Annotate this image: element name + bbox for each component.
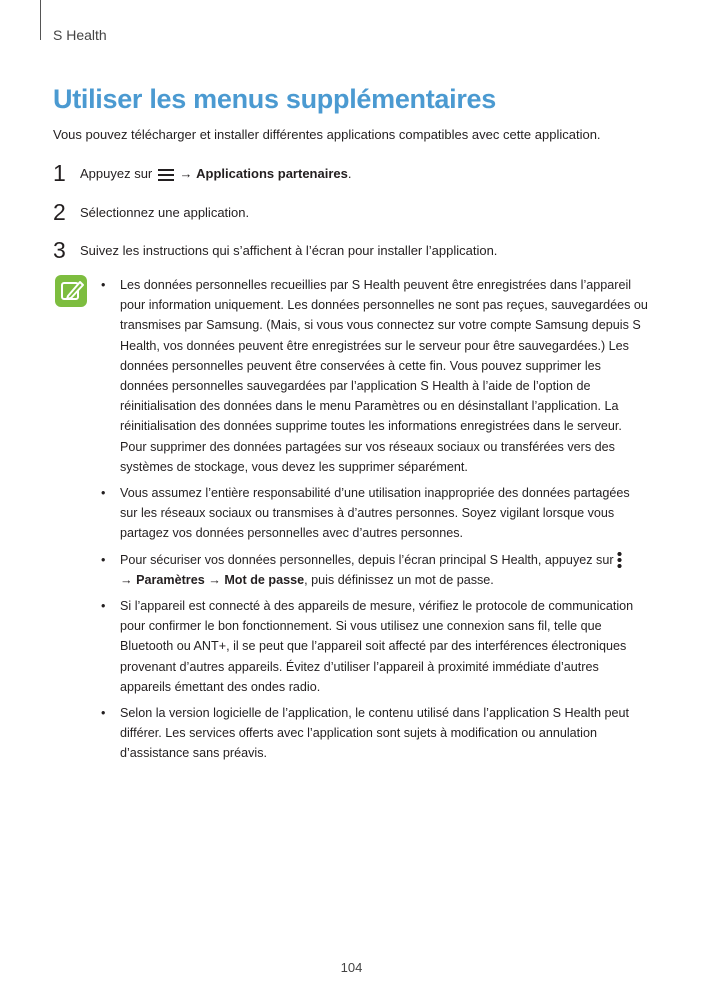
page-number: 104 — [340, 960, 363, 975]
bullet: • — [101, 278, 106, 292]
bullet: • — [101, 552, 106, 567]
step-text: Appuyez sur → Applications partenaires. — [80, 166, 352, 181]
step-text: Suivez les instructions qui s’affichent à l’écran pour installer l’application. — [80, 243, 498, 258]
parametres-label: Paramètres — [136, 572, 205, 587]
step-number: 2 — [53, 199, 66, 225]
bullet: • — [101, 599, 106, 614]
note-item: • Si l’appareil est connecté à des appareils de mesure, vérifiez le protocole de communication pour confirmer le bon fonctionnement. Si vous utilisez une connexion sans fil, telle que Bluetooth ou ANT+, il se peut que l’appareil soit affecté par des interférences électroniques provenant d’autres appareils. Évitez d’utiliser l’appareil à proximité immédiate d’autres appareils émettant des ondes radio. — [101, 596, 649, 697]
note-item: • Selon la version logicielle de l’application, le contenu utilisé dans l’application S Health peut différer. Les services offerts avec l’application sont sujets à modification ou annulation d’assistance sans préavis. — [101, 703, 649, 764]
note-pencil-icon — [55, 275, 87, 307]
intro-text: Vous pouvez télécharger et installer différentes applications compatibles avec cette application. — [53, 127, 601, 142]
page-title: Utiliser les menus supplémentaires — [53, 84, 496, 114]
note-item: • Les données personnelles recueillies par S Health peuvent être enregistrées dans l’appareil pour information uniquement. Les données personnelles ne sont pas reçues, sauvegardées ou transmises par Samsung. (Mais, si vous vous connectez sur votre compte Samsung depuis S Health, vos données peuvent être enregistrées sur le serveur pour être sauvegardées.) Les données personnelles peuvent être conservées à cette fin. Vous pouvez supprimer les données personnelles sauvegardées par l’application S Health à l’aide de l’option de réinitialisation des données dans le menu Paramètres ou en désinstallant l’application. La réinitialisation des données supprime toutes les informations enregistrées dans le serveur. Pour supprimer des données partagées sur vos réseaux sociaux ou transférées vers des systèmes de stockage, vous devez les supprimer séparément. — [101, 275, 649, 477]
bullet: • — [101, 706, 106, 721]
step-text: Sélectionnez une application. — [80, 205, 250, 220]
header-rule — [40, 0, 41, 40]
applications-partenaires-label: Applications partenaires — [196, 166, 348, 181]
note-item: • Vous assumez l’entière responsabilité d’une utilisation inappropriée des données partagées sur les réseaux sociaux ou transmises à d’autres personnes. Soyez vigilant lorsque vous partagez vos données personnelles avec d’autres personnes. — [101, 483, 649, 544]
step-number: 3 — [53, 237, 66, 263]
note-pencil-icon-graphic — [55, 275, 87, 307]
step-number: 1 — [53, 160, 66, 186]
bullet: • — [101, 486, 106, 501]
header-title: S Health — [53, 27, 107, 43]
more-options-icon — [617, 552, 622, 568]
note-list — [101, 275, 649, 770]
mot-de-passe-label: Mot de passe — [224, 572, 305, 587]
note-item: • Pour sécuriser vos données personnelles, depuis l’écran principal S Health, appuyez sur → Paramètres → Mot de passe, puis définissez un mot de passe. — [101, 550, 649, 590]
hamburger-menu-icon — [158, 169, 174, 181]
